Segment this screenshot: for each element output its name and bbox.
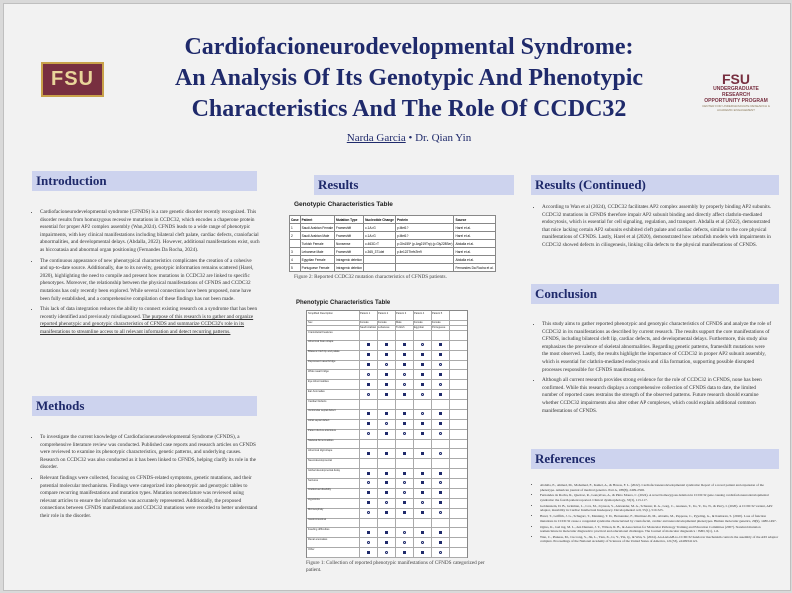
poster: [3, 3, 791, 591]
present-marker-icon: [403, 343, 406, 346]
present-marker-icon: [421, 491, 424, 494]
absent-marker-icon: [421, 333, 424, 336]
present-marker-icon: [439, 541, 442, 544]
phenotypic-cell: Patient 3: [396, 312, 407, 315]
genotypic-cell: c.1A>G: [364, 224, 396, 232]
genotypic-header: Source: [454, 216, 495, 224]
present-marker-icon: [403, 393, 406, 396]
conclusion-bullet: • This study aims to gather reported phenotypic and genotypic characteristics of CFNDS and analyze the role of CCDC32 in its manifestations as described by current research. The results support the core manifestations of CFNDS, including bilateral cleft lip, cardiac defects, and developmental delays. Furthermore, this study also emphasizes the prevalence of skeletal abnormalities. Regarding genetic patterns, frameshift mutations were the most observed. Lastly, the results highlight the importance of CCDC32 in proper AP2 subunit assembly, which is essential for clathrin-mediated endocytosis and cilia formation, supporting possible disrupted processes responsible for CFNDS manifestations.: [542, 321, 772, 374]
phenotypic-cell: Intellectual disability: [308, 488, 332, 492]
present-marker-icon: [421, 353, 424, 356]
absent-marker-icon: [403, 383, 406, 386]
absent-marker-icon: [367, 511, 370, 514]
genotypic-cell: 5: [290, 264, 301, 272]
urop-logo-line2: OPPORTUNITY PROGRAM: [704, 98, 768, 104]
results-continued-body: [534, 204, 772, 253]
phenotypic-cell: Seizures: [308, 478, 319, 482]
phenotypic-cell: Bilateral Cleft lip and palate: [308, 350, 340, 354]
genotypic-header: Nucleotide Change: [365, 217, 394, 222]
genotypic-cell: Nonsense: [335, 240, 364, 248]
genotypic-table-body: [290, 224, 496, 272]
results-continued-heading: Results (Continued): [531, 175, 779, 195]
absent-marker-icon: [439, 511, 442, 514]
absent-marker-icon: [385, 551, 388, 554]
absent-marker-icon: [439, 383, 442, 386]
phenotypic-cell: Portuguese: [432, 326, 446, 329]
genotypic-cell: [364, 256, 396, 264]
present-marker-icon: [403, 501, 406, 504]
absent-marker-icon: [403, 432, 406, 435]
intro-bullet-text: This lack of data integration reduces the ability to connect existing research on a syndrome that has been recently identified and previously misdiagnosed.: [40, 306, 258, 320]
present-marker-icon: [385, 511, 388, 514]
absent-marker-icon: [421, 501, 424, 504]
phenotypic-cell: Patient 5: [432, 312, 443, 315]
present-marker-icon: [421, 452, 424, 455]
present-marker-icon: [403, 472, 406, 475]
present-marker-icon: [385, 541, 388, 544]
absent-marker-icon: [367, 432, 370, 435]
present-marker-icon: [385, 452, 388, 455]
reference-item: • Wan, C., Piakeas, M., Cuccong, S., Jin, L., Tian, X., Li, Y., Yin, Q., & Wan, S. (2024). An AAGAB-to-CCDC32 handover mechanism controls the assembly of the AP2 adaptor complex. Proceedings of the National Academy of Sciences of the United States of America, 121(33), e2409341121.: [540, 535, 779, 544]
present-marker-icon: [385, 343, 388, 346]
absent-marker-icon: [367, 521, 370, 524]
methods-bullet: • To investigate the current knowledge of Cardiofacioneurodevelopmental Syndrome (CFNDS), a comprehensive literature review was conducted. Published case reports and research articles on CFNDS were reviewed to examine its phenotypic characteristics, genetic patterns, and underlying causes. Research on CCDC32 was also conducted as it has been linked to CFNDS, helping clarify its role in the disorder.: [40, 434, 260, 472]
introduction-body: [32, 209, 260, 340]
absent-marker-icon: [367, 393, 370, 396]
present-marker-icon: [403, 511, 406, 514]
genotypic-row: [290, 232, 496, 240]
absent-marker-icon: [421, 393, 424, 396]
introduction-heading: Introduction: [32, 171, 257, 191]
phenotypic-cell: Male: [396, 321, 402, 324]
present-marker-icon: [385, 383, 388, 386]
phenotypic-cell: Patient 4: [414, 312, 425, 315]
present-marker-icon: [367, 422, 370, 425]
genotypic-header-row: [290, 216, 496, 224]
genotypic-cell: c.1A>G: [364, 232, 396, 240]
genotypic-cell: c.463C>T: [364, 240, 396, 248]
present-marker-icon: [367, 472, 370, 475]
phenotypic-cell: Feeding difficulties: [308, 527, 330, 531]
present-marker-icon: [367, 363, 370, 366]
absent-marker-icon: [403, 531, 406, 534]
genotypic-row: [290, 256, 496, 264]
genotypic-cell: Harel et al.: [454, 232, 495, 240]
conclusion-heading: Conclusion: [531, 284, 779, 304]
fsu-logo: [41, 62, 104, 97]
genotypic-header: Case: [291, 217, 299, 222]
absent-marker-icon: [403, 442, 406, 445]
genotypic-cell: 1: [290, 224, 301, 232]
genotypic-header: Protein: [395, 216, 454, 224]
absent-marker-icon: [439, 462, 442, 465]
phenotypic-cell: Female: [432, 321, 441, 324]
author-1: Narda Garcia: [346, 132, 406, 144]
conclusion-body: [534, 321, 772, 418]
present-marker-icon: [421, 383, 424, 386]
urop-logo-fsu: FSU: [722, 71, 750, 87]
present-marker-icon: [439, 343, 442, 346]
present-marker-icon: [421, 531, 424, 534]
genotypic-cell: Portuguese Female: [300, 264, 334, 272]
urop-logo-line3: CENTER FOR UNDERGRADUATE RESEARCH & ACADEMIC ENGAGEMENT: [702, 104, 770, 112]
absent-marker-icon: [403, 521, 406, 524]
methods-bullet: • Relevant findings were collected, focusing on CFNDS-related symptoms, genetic mutations, and their potential molecular mechanisms. Findings were categorized into phenotypic and genotypic tables to compare recurring manifestations and mutation types. Mutation nomenclature was reviewed using relevant articles to ensure the information was accurately represented. Additionally, the proposed connections between CFNDS manifestations and CCDC32 mutations were recorded to better understand their role in the disorder.: [40, 475, 260, 521]
present-marker-icon: [367, 343, 370, 346]
author-separator: •: [408, 132, 413, 144]
genotypic-cell: Abdalla et al.: [454, 240, 495, 248]
figure-2-caption: Figure 2: Reported CCDC32 mutation characteristics of CFNDS patients.: [294, 274, 447, 280]
present-marker-icon: [385, 531, 388, 534]
absent-marker-icon: [385, 442, 388, 445]
genotypic-row: [290, 224, 496, 232]
reference-item: • Abdalla, E., Ahmed, M., Mohamed, F., Kamel, A., & Hawas, F. L. (2022). Cardiofacioneurodevelopmental syndrome: Report of a novel patient and expansion of the phenotype. American journal of medical genetics. Part A, 188(8), 2499-2506.: [540, 483, 779, 492]
genotypic-table-title: Genotypic Characteristics Table: [294, 201, 393, 208]
phenotypic-cell: Renal anomalies: [308, 537, 328, 541]
present-marker-icon: [367, 452, 370, 455]
authors: [119, 132, 699, 144]
absent-marker-icon: [439, 442, 442, 445]
genotypic-cell: Egyptian Female: [300, 256, 334, 264]
present-marker-icon: [421, 373, 424, 376]
genotypic-cell: Intragenic deletion: [336, 265, 363, 270]
title-line-3: Characteristics And The Role Of CCDC32: [191, 96, 627, 122]
genotypic-row: [290, 264, 496, 272]
absent-marker-icon: [403, 333, 406, 336]
absent-marker-icon: [385, 363, 388, 366]
absent-marker-icon: [403, 462, 406, 465]
present-marker-icon: [403, 363, 406, 366]
present-marker-icon: [439, 353, 442, 356]
present-marker-icon: [421, 551, 424, 554]
present-marker-icon: [421, 432, 424, 435]
genotypic-cell: [290, 240, 301, 248]
present-marker-icon: [403, 452, 406, 455]
intro-bullet: [40, 306, 260, 336]
absent-marker-icon: [403, 541, 406, 544]
references-heading: References: [531, 449, 779, 469]
phenotypic-cell: Ventricular septal defect: [308, 409, 336, 413]
phenotypic-cell: Microcephaly: [308, 508, 324, 512]
absent-marker-icon: [439, 452, 442, 455]
phenotypic-cell: Wide nasal bridge: [308, 369, 329, 373]
present-marker-icon: [385, 472, 388, 475]
genotypic-cell: Frameshift: [335, 248, 364, 256]
phenotypic-cell: Other: [308, 547, 315, 551]
present-marker-icon: [367, 551, 370, 554]
intro-purpose: The purpose of this research is to gather and organize reported phenotypic and genotypic characteristics of CFNDS and summarize CCDC32's role in its manifestations to streamline access to all relevant information and detect recurring patterns.: [40, 313, 254, 335]
intro-bullet: • The continuous appearance of new phenotypical characteristics complicates the creation of a cohesive and up-to-date source. Additionally, due to its novelty, genotypic information remains scattered (Harel, 2020), highlighting the need to compile and present how mutations in CCDC32 are linked to specific phenotypes. Moreover, the relationship between the physical manifestations of CFNDS and CCDC32 mutations has only recently been explored. While several connections have been proposed, none have been fully established, and a comprehensive compilation of these findings has not been made.: [40, 258, 260, 304]
present-marker-icon: [367, 501, 370, 504]
reference-item: • Ogino, K., Gul ing, M. L., den Dunnen, J. T., Wilson, R. B., & Association for Molecular Pathology Training and Education Committee (2007). Standard mutation nomenclature in molecular diagnostics: practical and educational challenges. The Journal of molecular diagnostics : JMD, 9(1), 1-6.: [540, 525, 779, 534]
conclusion-bullet: • Although all current research provides strong evidence for the role of CCDC32 in CFNDS, none has been confirmed. While this research displays a comprehensive collection of CFNDS data to date, the limited number of reported cases restrains the strength of the observed patterns. Future research should examine whether CCDC32 impairments also alter other AP complexes, which could explain additional common manifestations of CFNDS.: [542, 377, 772, 415]
genotypic-cell: p.Gln155* (p.Arg219Trp) (p.Gly228Ser): [396, 241, 453, 246]
phenotypic-cell: Abnormal brain shape: [308, 340, 334, 344]
present-marker-icon: [385, 412, 388, 415]
references-list: [534, 483, 779, 544]
phenotypic-cell: Craniofacial Features: [308, 330, 333, 334]
genotypic-cell: p.Met1?: [395, 224, 454, 232]
intro-bullet: • Cardiofacioneurodevelopmental syndrome (CFNDS) is a rare genetic disorder recently recognized. This disorder results from homozygous recessive mutations in CCDC32, which encodes a chaperone protein essential for proper AP2 complex assembly (Wan,2024). CFNDS leads to a wide range of phenotypic impairments, with key clinical manifestations including bilateral cleft palate, cardiac defects, craniofacial abnormalities, and developmental delays. (Abdalla, 2022). However, additional manifestations exist, such as hiccoatasia and abnormal organ positioning (Fernandes Da Rocha, 2024).: [40, 209, 260, 255]
figure-1-caption: Figure 1: Collection of reported phenotypic manifestations of CFNDS categorized per patient.: [306, 560, 485, 573]
present-marker-icon: [439, 501, 442, 504]
absent-marker-icon: [421, 343, 424, 346]
phenotypic-cell: Female: [360, 321, 369, 324]
urop-logo: [701, 72, 771, 112]
genotypic-row: [290, 248, 496, 256]
phenotypic-cell: Female: [378, 321, 387, 324]
absent-marker-icon: [439, 432, 442, 435]
fsu-logo-text: FSU: [51, 68, 94, 90]
present-marker-icon: [439, 531, 442, 534]
genotypic-cell: p.Ile122ThrfsTer9: [395, 248, 454, 256]
phenotypic-table: [306, 310, 468, 558]
absent-marker-icon: [367, 442, 370, 445]
present-marker-icon: [367, 412, 370, 415]
phenotypic-cell: Atrial septal defect: [308, 419, 330, 423]
absent-marker-icon: [421, 541, 424, 544]
present-marker-icon: [403, 353, 406, 356]
phenotypic-cell: Sex: [308, 321, 313, 324]
phenotypic-table-title: Phenotypic Characteristics Table: [296, 300, 391, 306]
phenotypic-cell: Abnormal digit shape: [308, 448, 333, 452]
present-marker-icon: [367, 383, 370, 386]
absent-marker-icon: [439, 333, 442, 336]
present-marker-icon: [403, 551, 406, 554]
phenotypic-cell: Patient 2: [378, 312, 389, 315]
genotypic-table: [289, 215, 496, 272]
genotypic-cell: Saudi Arabian Male: [300, 232, 334, 240]
present-marker-icon: [439, 422, 442, 425]
absent-marker-icon: [367, 462, 370, 465]
absent-marker-icon: [385, 462, 388, 465]
absent-marker-icon: [439, 521, 442, 524]
absent-marker-icon: [385, 501, 388, 504]
genotypic-cell: Harel et al.: [454, 224, 495, 232]
phenotypic-cell: Cardiac Defects: [308, 399, 327, 403]
phenotypic-cell: Turkish: [396, 326, 405, 329]
genotypic-cell: 4: [290, 256, 301, 264]
phenotypic-cell: Skeletal Abnormalities: [308, 439, 334, 443]
genotypic-cell: 2: [290, 232, 301, 240]
absent-marker-icon: [439, 363, 442, 366]
present-marker-icon: [385, 393, 388, 396]
reference-item: • Fernandes da Rocha, R., Queiroz, R., Gonçalves, A., & Pinto Moura, C. (2024). A novel homozygous deletion in CCDC32 gene causing cardiofacioneurodevelopmental syndrome: the fourth patient reported. Clinical dysmorphology, 33(3), 113-117.: [540, 493, 779, 502]
present-marker-icon: [439, 472, 442, 475]
phenotypic-cell: Eye Abnormalities: [308, 379, 329, 383]
genotypic-cell: Frameshift: [335, 232, 364, 240]
absent-marker-icon: [439, 403, 442, 406]
phenotypic-cell: Gastrointestinal: [308, 518, 327, 522]
phenotypic-cell: Neurodevelopmental: [308, 458, 332, 462]
present-marker-icon: [367, 353, 370, 356]
reference-item: • Harel, T., Griffith, J. G., Schugart, T., Manning, T. D., Hernandez, F., Martinez-Ib, M., Abrams, M., Pappone, C., Pyjeling, G., & Kamaran, S. (2020). Loss of function mutations in CCDC32 cause a congenital syndrome characterized by craniofacial, cardiac and neurodevelopmental phenotypes. Human molecular genetics, 29(9), 1480-1497.: [540, 514, 779, 523]
absent-marker-icon: [421, 462, 424, 465]
genotypic-cell: Harel et al.: [454, 248, 495, 256]
references-body: [534, 483, 779, 545]
present-marker-icon: [385, 481, 388, 484]
absent-marker-icon: [385, 333, 388, 336]
genotypic-cell: Lebanese Male: [300, 248, 334, 256]
phenotypic-cell: Patent ductus arteriosus: [308, 429, 336, 433]
genotypic-cell: 3: [290, 248, 301, 256]
present-marker-icon: [421, 481, 424, 484]
author-2: Dr. Qian Yin: [415, 132, 472, 144]
present-marker-icon: [439, 491, 442, 494]
title-line-2: An Analysis Of Its Genotypic And Phenotypic: [174, 65, 644, 91]
phenotypic-cell: Hypotonia: [308, 498, 320, 502]
genotypic-row: [290, 240, 496, 248]
present-marker-icon: [367, 531, 370, 534]
absent-marker-icon: [367, 333, 370, 336]
absent-marker-icon: [403, 373, 406, 376]
absent-marker-icon: [385, 521, 388, 524]
genotypic-cell: Saudi Arabian Female: [301, 225, 333, 230]
genotypic-cell: [364, 264, 396, 272]
genotypic-cell: [395, 264, 454, 272]
urop-logo-line1: UNDERGRADUATE RESEARCH: [713, 86, 759, 98]
present-marker-icon: [385, 373, 388, 376]
absent-marker-icon: [421, 521, 424, 524]
phenotypic-cell: Egyptian: [414, 326, 425, 329]
present-marker-icon: [385, 491, 388, 494]
absent-marker-icon: [367, 541, 370, 544]
present-marker-icon: [421, 363, 424, 366]
absent-marker-icon: [403, 403, 406, 406]
present-marker-icon: [439, 412, 442, 415]
phenotypic-cell: Saudi Arabian: [360, 326, 376, 329]
absent-marker-icon: [439, 551, 442, 554]
present-marker-icon: [421, 511, 424, 514]
absent-marker-icon: [421, 442, 424, 445]
absent-marker-icon: [367, 373, 370, 376]
genotypic-cell: Fernandes Da Rocha et al.: [455, 265, 494, 270]
results-continued-bullet: • According to Wan et al (2024), CCDC32 facilitates AP2 complex assembly by properly binding AP2 subunits. CCDC32 mutations in CFNDS therefore impair AP2 subunit binding and directly affect clathrin-mediated endocytosis, which is essential for cell signaling, regulation, and transport. Abdalla et al (2022), demonstrated that mice lacking certain AP2 subunits exhibited cleft palate and cardiac defects, similar to the core physical manifestations of CFNDS. Lastly, Harel et al (2020), demonstrated how zebrafish models with impairments in CCDC32 showed defects in ciliogenesis, linking cilia defects to the physical manifestations of CFNDS.: [542, 204, 772, 250]
methods-heading: Methods: [32, 396, 257, 416]
present-marker-icon: [439, 393, 442, 396]
absent-marker-icon: [385, 422, 388, 425]
phenotypic-cell: Female: [414, 321, 423, 324]
present-marker-icon: [403, 412, 406, 415]
present-marker-icon: [439, 373, 442, 376]
title-line-1: Cardiofacioneurodevelopmental Syndrome:: [184, 34, 634, 60]
genotypic-cell: Frameshift: [335, 224, 364, 232]
present-marker-icon: [385, 353, 388, 356]
poster-title: [119, 32, 699, 125]
genotypic-header: Mutation Type: [335, 216, 364, 224]
genotypic-cell: c.365_371del: [364, 248, 396, 256]
genotypic-header: Patient: [300, 216, 334, 224]
present-marker-icon: [385, 432, 388, 435]
absent-marker-icon: [421, 403, 424, 406]
genotypic-cell: Intragenic deletion: [336, 257, 363, 262]
phenotypic-cell: Lebanese: [378, 326, 390, 329]
methods-body: [32, 434, 260, 524]
present-marker-icon: [421, 422, 424, 425]
present-marker-icon: [403, 422, 406, 425]
phenotypic-cell: Ear Anomalies: [308, 389, 325, 393]
phenotypic-cell: Global developmental delay: [308, 468, 341, 472]
genotypic-cell: [395, 256, 454, 264]
absent-marker-icon: [385, 403, 388, 406]
genotypic-cell: Abdalla et al.: [454, 256, 495, 264]
reference-item: • Goldenstein, D. B., Grinman, L., Cox, M., Joynson, S., Alexander, M. A., Schuster, R. A., Garg, C., Asanaes, T., Ito, Y., Ito, N., & Parry, I. (2020). A CCDC32 variant, AP2 adaptor, instability in Cardiac Intellectual Inadequacy. Developmental cell, 55(1), 510-525.: [540, 504, 779, 513]
genotypic-cell: Turkish Female: [300, 240, 334, 248]
phenotypic-cell: Patient 1: [360, 312, 371, 315]
absent-marker-icon: [367, 403, 370, 406]
genotypic-cell: p.Met1?: [395, 232, 454, 240]
present-marker-icon: [421, 472, 424, 475]
phenotypic-cell: Depressed nasal bridge: [308, 360, 336, 364]
phenotypic-cell: Simplified Description: [308, 312, 333, 315]
results-heading: Results: [314, 175, 514, 195]
present-marker-icon: [367, 491, 370, 494]
